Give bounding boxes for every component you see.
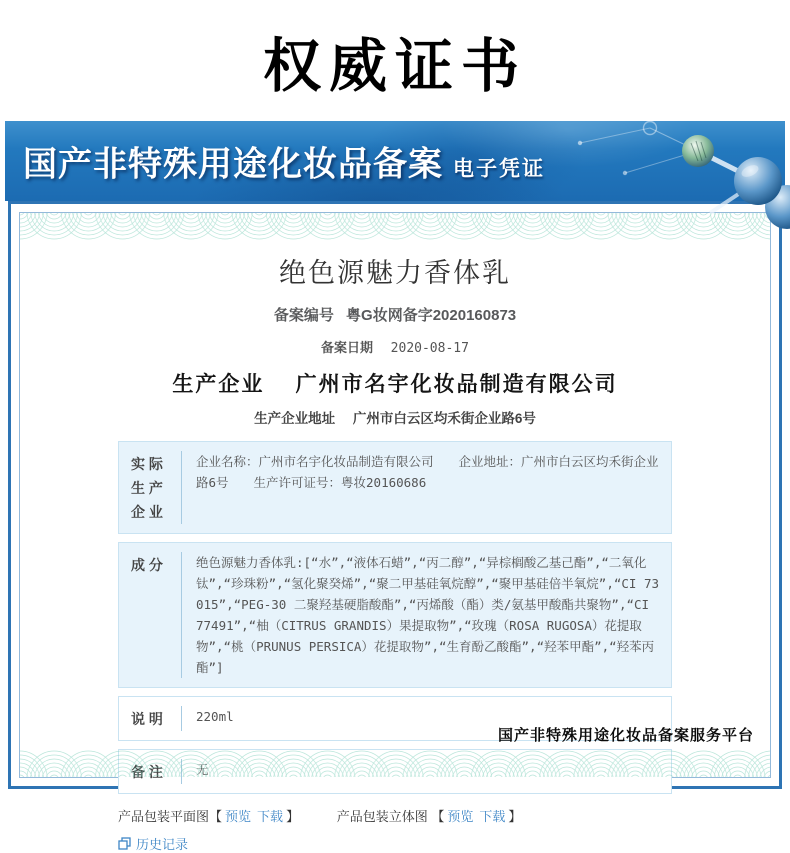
bracket-close: 】 <box>508 809 522 824</box>
certificate <box>19 212 771 852</box>
history-link[interactable]: 历史记录 <box>136 837 189 852</box>
page-title: 权威证书 <box>262 31 527 100</box>
row-content: 220ml <box>181 706 661 731</box>
download-link[interactable]: 下载 <box>257 809 284 824</box>
manufacturer-address-line <box>20 407 770 427</box>
download-link[interactable]: 下载 <box>479 809 506 824</box>
bracket-open: 【 <box>209 809 223 824</box>
registration-number-line <box>20 304 770 325</box>
registration-number-value: 粤G妆网备字2020160873 <box>346 307 517 324</box>
product-name: 绝色源魅力香体乳 <box>279 258 511 288</box>
banner <box>5 121 785 201</box>
manufacturer-address-label: 生产企业地址 <box>254 411 336 426</box>
platform-name: 国产非特殊用途化妆品备案服务平台 <box>497 727 754 744</box>
guilloche-top-border <box>20 213 770 241</box>
registration-date-value: 2020-08-17 <box>390 341 469 356</box>
preview-link[interactable]: 预览 <box>225 809 252 824</box>
row-label: 实 际 生 产 企 业 <box>131 456 163 520</box>
table-row-actual-producer <box>118 441 672 534</box>
certificate-frame <box>8 201 782 852</box>
manufacturer-address-value: 广州市白云区均禾街企业路6号 <box>352 411 536 426</box>
banner-title: 国产非特殊用途化妆品备案 <box>23 145 443 184</box>
row-label: 成 分 <box>131 557 163 573</box>
bracket-close: 】 <box>286 809 300 824</box>
table-row-ingredients <box>118 542 672 688</box>
history-icon <box>118 837 131 850</box>
manufacturer-label: 生产企业 <box>172 372 265 396</box>
registration-date-label: 备案日期 <box>321 340 374 355</box>
guilloche-bottom-border <box>20 749 770 777</box>
attachment-name: 产品包装平面图 <box>118 809 210 824</box>
bracket-open: 【 <box>431 809 445 824</box>
attachment-name: 产品包装立体图 <box>336 809 428 824</box>
manufacturer-line <box>20 368 770 398</box>
manufacturer-value: 广州市名宇化妆品制造有限公司 <box>295 372 618 396</box>
attachments-bar <box>118 806 672 825</box>
banner-text <box>23 137 545 186</box>
banner-subtitle: 电子凭证 <box>453 157 545 181</box>
molecule-graphic-icon <box>525 121 785 201</box>
history-row <box>118 834 672 853</box>
row-content: 企业名称：广州市名宇化妆品制造有限公司 企业地址：广州市白云区均禾街企业路6号 生产许可证号：粤妆20160686 <box>181 451 661 524</box>
registration-date-line <box>20 337 770 356</box>
package-3d-attachment <box>337 809 522 824</box>
preview-link[interactable]: 预览 <box>447 809 474 824</box>
row-label: 说 明 <box>131 711 163 727</box>
registration-number-label: 备案编号 <box>273 307 334 324</box>
row-content: 绝色源魅力香体乳:[“水”,“液体石蜡”,“丙二醇”,“异棕榈酸乙基己酯”,“二氧化钛”,“珍珠粉”,“氢化聚癸烯”,“聚二甲基硅氧烷醇”,“聚甲基硅倍半氧烷”,“CI 73015”,“PEG-30 二聚羟基硬脂酸酯”,“丙烯酸（酯）类/氨基甲酸酯共聚物”,“CI 77491”,“柚（CITRUS GRANDIS）果提取物”,“玫瑰（ROSA RUGOSA）花提取物”,“桃（PRUNUS PERSICA）花提取物”,“生育酚乙酸酯”,“羟苯甲酯”,“羟苯丙酯”] <box>181 552 661 678</box>
package-flat-attachment <box>118 809 303 824</box>
